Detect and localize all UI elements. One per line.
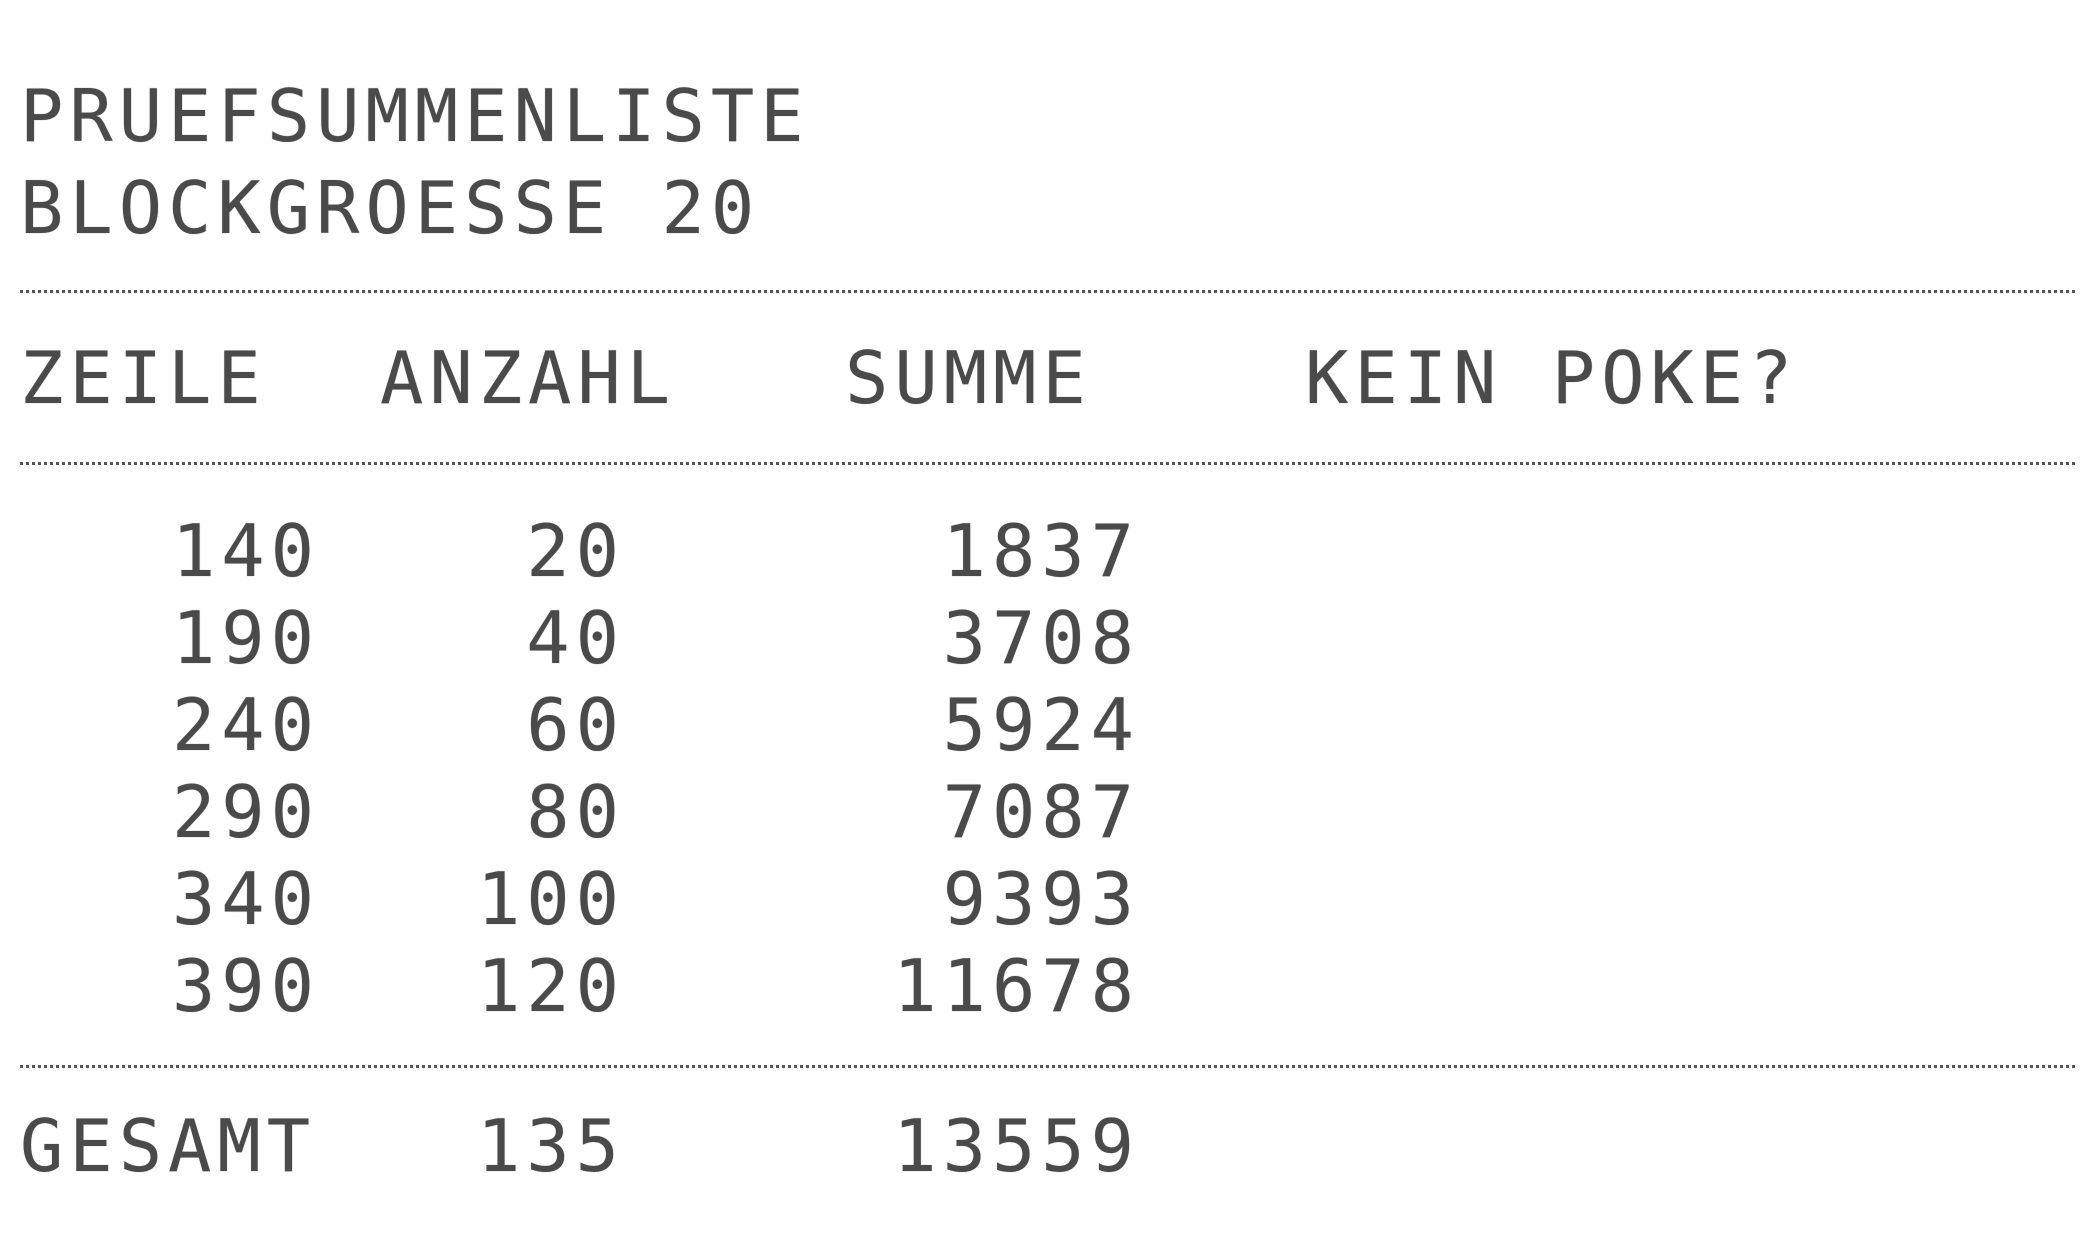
divider-header (20, 462, 2075, 465)
table-cell-anzahl: 120 (476, 944, 625, 1028)
divider-bottom (20, 1065, 2075, 1068)
total-summe: 13559 (893, 1104, 1140, 1188)
table-cell-zeile: 390 (171, 944, 320, 1028)
column-header-zeile: ZEILE (20, 336, 267, 420)
table-cell-summe: 3708 (942, 596, 1140, 680)
column-header-anzahl: ANZAHL (380, 336, 677, 420)
column-header-kein-poke: KEIN POKE? (1305, 336, 1799, 420)
table-cell-zeile: 190 (171, 596, 320, 680)
table-cell-zeile: 290 (171, 770, 320, 854)
table-cell-summe: 5924 (942, 683, 1140, 767)
table-cell-anzahl: 80 (526, 770, 625, 854)
table-cell-zeile: 340 (171, 857, 320, 941)
table-cell-anzahl: 40 (526, 596, 625, 680)
total-label: GESAMT (20, 1104, 317, 1188)
table-cell-summe: 11678 (893, 944, 1140, 1028)
table-cell-summe: 7087 (942, 770, 1140, 854)
table-cell-summe: 1837 (942, 509, 1140, 593)
divider-top (20, 290, 2075, 293)
table-cell-zeile: 140 (171, 509, 320, 593)
column-header-summe: SUMME (845, 336, 1092, 420)
table-cell-summe: 9393 (942, 857, 1140, 941)
total-anzahl: 135 (476, 1104, 625, 1188)
table-cell-anzahl: 20 (526, 509, 625, 593)
block-size-label: BLOCKGROESSE 20 (20, 166, 761, 250)
table-cell-anzahl: 100 (476, 857, 625, 941)
table-cell-zeile: 240 (171, 683, 320, 767)
table-cell-anzahl: 60 (526, 683, 625, 767)
page-title: PRUEFSUMMENLISTE (20, 74, 810, 158)
